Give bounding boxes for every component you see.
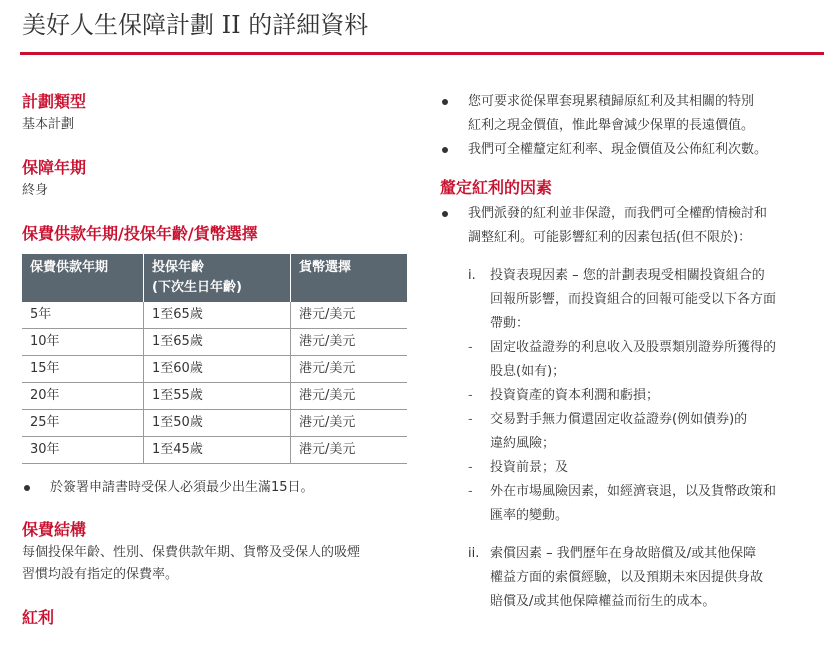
dash-item	[468, 408, 830, 456]
factor-line: 權益方面的索償經驗，以及預期未來因提供身故	[490, 570, 764, 585]
bonus-factors-list	[440, 202, 830, 250]
cell-currency: 港元/美元	[291, 302, 408, 329]
premium-structure-heading: 保費結構	[22, 520, 87, 539]
header-issue-age-text: 投保年齡 (下次生日年齡)	[152, 260, 242, 295]
cell-issue-age: 1至60歲	[144, 356, 291, 383]
dash-item	[468, 336, 830, 384]
bonus-bullet-line: 紅利之現金價值，惟此舉會減少保單的長遠價值。	[468, 118, 755, 133]
table-row	[22, 383, 407, 410]
cell-issue-age: 1至65歲	[144, 302, 291, 329]
dash-line: 投資資產的資本利潤和虧損；	[490, 388, 660, 403]
premium-note	[22, 476, 412, 500]
intro-line: 調整紅利。可能影響紅利的因素包括(但不限於)：	[468, 230, 752, 245]
dash-item	[468, 480, 830, 528]
cell-issue-age: 1至50歲	[144, 410, 291, 437]
coverage-term-value: 終身	[22, 183, 49, 198]
header-premium-term: 保費供款年期	[22, 254, 144, 302]
premium-section-heading: 保費供款年期/投保年齡/貨幣選擇	[22, 224, 258, 243]
dash-marker: -	[468, 388, 473, 403]
table-row	[22, 329, 407, 356]
table-row	[22, 437, 407, 464]
page-title: 美好人生保障計劃 II 的詳細資料	[22, 11, 369, 39]
bullet-icon	[442, 211, 448, 217]
premium-table	[22, 254, 407, 464]
premium-note-list	[22, 476, 412, 500]
bonus-bullets	[440, 90, 830, 162]
cell-currency: 港元/美元	[291, 437, 408, 464]
dash-item	[468, 384, 830, 408]
dash-line: 股息(如有)；	[490, 364, 566, 379]
cell-currency: 港元/美元	[291, 410, 408, 437]
header-issue-age	[144, 254, 291, 302]
factor-line: 索償因素 – 我們歷年在身故賠償及/或其他保障	[490, 546, 757, 561]
header-currency: 貨幣選擇	[291, 254, 408, 302]
factor-line: 回報所影響，而投資組合的回報可能受以下各方面	[490, 292, 777, 307]
intro-line: 我們派發的紅利並非保證，而我們可全權酌情檢討和	[468, 206, 768, 221]
factor-list	[468, 264, 830, 614]
dash-marker: -	[468, 412, 473, 427]
dash-line: 違約風險；	[490, 436, 556, 451]
cell-currency: 港元/美元	[291, 356, 408, 383]
dash-marker: -	[468, 460, 473, 475]
plan-type-value: 基本計劃	[22, 117, 75, 132]
title-divider	[20, 52, 824, 55]
plan-type-heading: 計劃類型	[22, 92, 87, 111]
bonus-bullet	[440, 138, 830, 162]
bonus-bullet	[440, 90, 830, 138]
roman-marker: ii.	[468, 546, 480, 561]
table-row	[22, 302, 407, 329]
premium-note-text: 於簽署申請書時受保人必須最少出生滿15日。	[50, 480, 314, 495]
factor-item-ii	[468, 542, 830, 614]
bonus-bullet-line: 我們可全權釐定紅利率、現金價值及公佈紅利次數。	[468, 142, 768, 157]
cell-currency: 港元/美元	[291, 329, 408, 356]
dash-line: 匯率的變動。	[490, 508, 569, 523]
dash-line: 交易對手無力償還固定收益證券(例如債券)的	[490, 412, 748, 427]
dash-line: 固定收益證券的利息收入及股票類別證券所獲得的	[490, 340, 777, 355]
dash-marker: -	[468, 340, 473, 355]
cell-premium-term: 20年	[22, 383, 144, 410]
bonus-factors-intro	[440, 202, 830, 250]
premium-structure-line2: 習慣均設有指定的保費率。	[22, 567, 179, 582]
cell-issue-age: 1至55歲	[144, 383, 291, 410]
bullet-icon	[442, 99, 448, 105]
dash-item	[468, 456, 830, 480]
cell-premium-term: 10年	[22, 329, 144, 356]
bonus-factors-heading: 釐定紅利的因素	[440, 178, 553, 197]
factor-line: 投資表現因素 – 您的計劃表現受相關投資組合的	[490, 268, 765, 283]
bonus-heading: 紅利	[22, 608, 55, 627]
table-row	[22, 410, 407, 437]
dash-line: 投資前景；及	[490, 460, 569, 475]
left-column	[22, 90, 412, 630]
factor-line: 帶動：	[490, 316, 530, 331]
cell-issue-age: 1至45歲	[144, 437, 291, 464]
premium-structure-line1: 每個投保年齡、性別、保費供款年期、貨幣及受保人的吸煙	[22, 545, 361, 560]
bullet-icon	[442, 147, 448, 153]
cell-premium-term: 25年	[22, 410, 144, 437]
cell-premium-term: 5年	[22, 302, 144, 329]
factor-line: 賠償及/或其他保障權益而衍生的成本。	[490, 594, 716, 609]
cell-premium-term: 15年	[22, 356, 144, 383]
roman-marker: i.	[468, 268, 476, 283]
coverage-term-heading: 保障年期	[22, 158, 87, 177]
factor-item-i	[468, 264, 830, 336]
cell-currency: 港元/美元	[291, 383, 408, 410]
bonus-bullet-line: 您可要求從保單套現累積歸原紅利及其相關的特別	[468, 94, 755, 109]
right-column	[440, 90, 830, 614]
table-row	[22, 356, 407, 383]
cell-issue-age: 1至65歲	[144, 329, 291, 356]
dash-marker: -	[468, 484, 473, 499]
dash-line: 外在市場風險因素，如經濟衰退，以及貨幣政策和	[490, 484, 777, 499]
bullet-icon	[24, 485, 30, 491]
cell-premium-term: 30年	[22, 437, 144, 464]
